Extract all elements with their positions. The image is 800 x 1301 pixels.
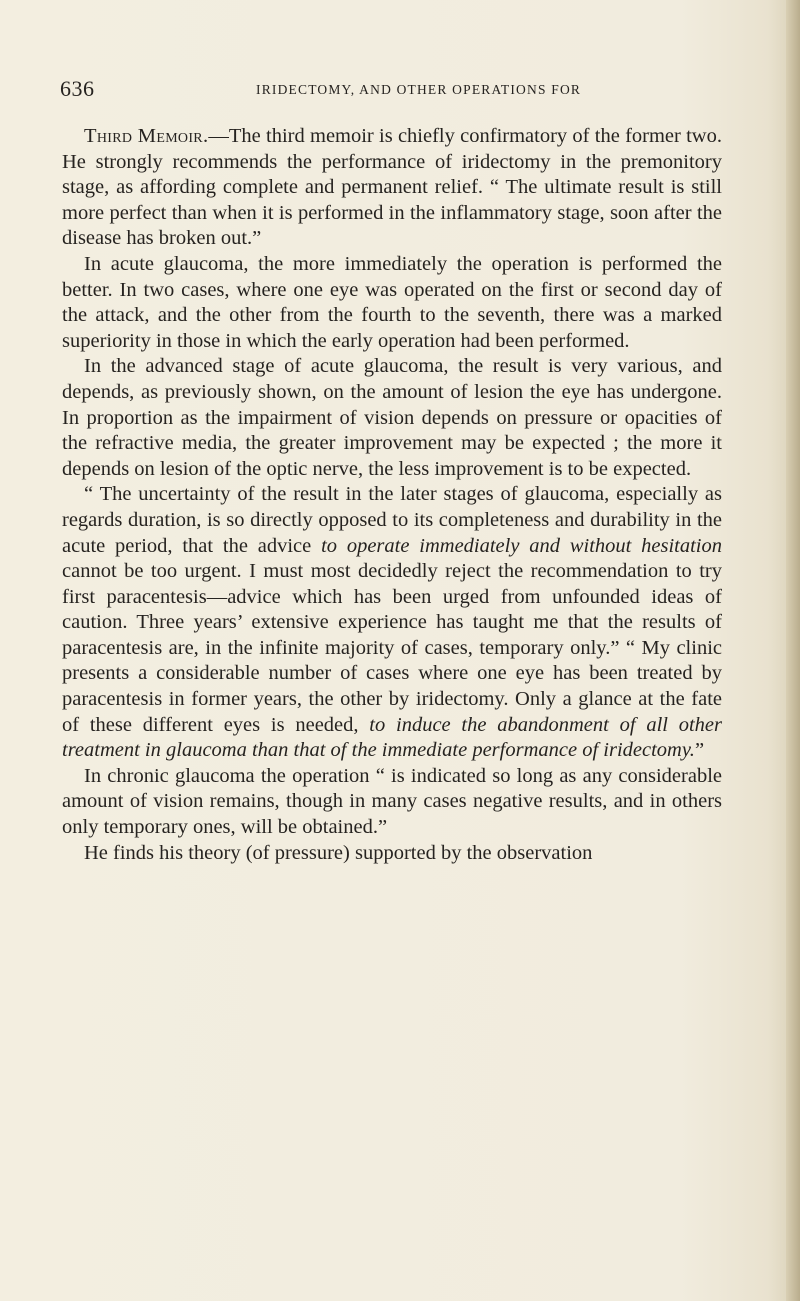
paragraph-text: In acute glaucoma, the more immediately the operation is performed the better. In two cases, where one eye was operated on the first or second day of the attack, and the other from the fourth to the seventh, there was a marked superiority in those in which the early operation had been performed.: [62, 252, 722, 352]
paragraph-text: In the advanced stage of acute glaucoma, the result is very various, and depends, as previously shown, on the amount of lesion the eye has undergone. In proportion as the impairment of vision depends on pressure or opacities of the refractive media, the greater improvement may be expected ; the more it depends on lesion of the optic nerve, the less improvement is to be expected.: [62, 355, 722, 480]
page-number: 636: [60, 76, 95, 101]
italic-phrase: to induce the abandonment of all other treatment in glaucoma than that of the immediate performance of iridectomy.: [62, 713, 723, 762]
running-head: [60, 76, 720, 112]
paragraph-2: [62, 252, 722, 354]
italic-phrase: to operate immediately and without hesitation: [321, 534, 723, 557]
paragraph-3: [62, 354, 722, 482]
running-title: IRIDECTOMY, AND OTHER OPERATIONS FOR: [256, 82, 582, 97]
paragraph-text: In chronic glaucoma the operation “ is indicated so long as any considerable amount of vision remains, though in many cases negative results, and in others only temporary ones, will be obtained.”: [62, 764, 722, 839]
paragraph-text: He finds his theory (of pressure) supported by the observation: [84, 841, 593, 864]
body-text: [62, 124, 722, 866]
page-edge: [786, 0, 800, 1301]
paragraph-4: [62, 482, 722, 764]
paragraph-5: [62, 764, 722, 841]
paragraph-text: —The third memoir is chiefly confirmatory of the former two. He strongly recommends the performance of iridectomy in the premonitory stage, as affording complete and permanent relief. “ The ultimate result is still more perfect than when it is performed in the inflammatory stage, soon after the disease has broken out.”: [62, 125, 722, 250]
paragraph-text: “ The uncertainty of the result in the later stages of glaucoma, especially as regards duration, is so directly opposed to its completeness and durability in the acute period, that the advice: [62, 483, 722, 557]
paragraph-6: [62, 841, 722, 867]
paragraph-text: ”: [694, 739, 705, 762]
section-lead: Third Memoir.: [84, 125, 209, 147]
paragraph-text: cannot be too urgent. I must most decidedly reject the recommendation to try first paracentesis—advice which has been urged from unfounded ideas of caution. Three years’ extensive experience has taught me that the results of paracentesis are, in the infinite majority of cases, temporary only.” “ My clinic presents a considerable number of cases where one eye has been treated by paracentesis in former years, the other by iridectomy. Only a glance at the fate of these different eyes is needed,: [62, 560, 722, 736]
paragraph-1: [62, 124, 722, 252]
